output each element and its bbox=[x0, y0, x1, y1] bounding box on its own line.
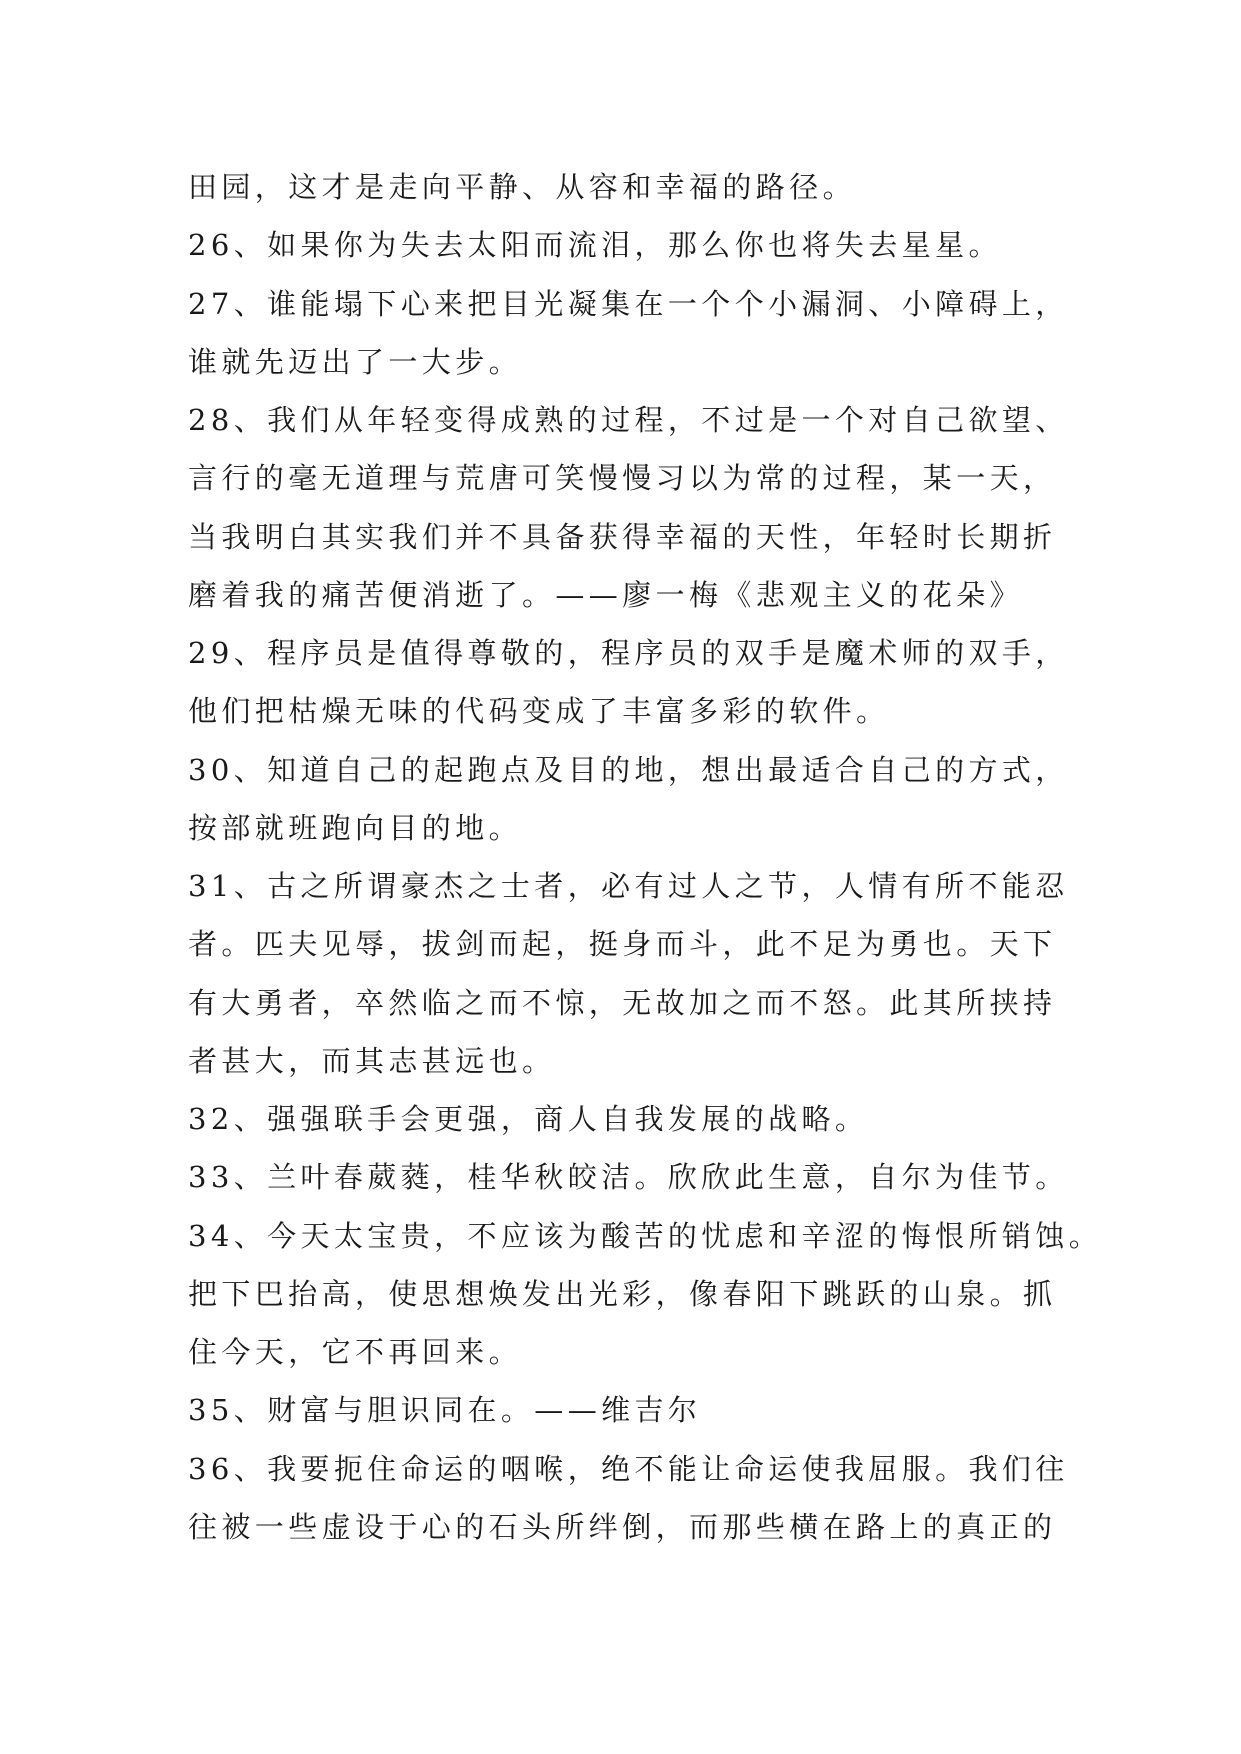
text-line: 者。匹夫见辱，拔剑而起，挺身而斗，此不足为勇也。天下 bbox=[188, 927, 1057, 962]
paragraph bbox=[188, 624, 1068, 741]
paragraph bbox=[188, 1381, 1068, 1439]
text-line: 26、如果你为失去太阳而流泪，那么你也将失去星星。 bbox=[188, 228, 1002, 263]
paragraph bbox=[188, 1440, 1068, 1557]
paragraph bbox=[188, 741, 1068, 858]
text-line: 谁就先迈出了一大步。 bbox=[188, 344, 523, 379]
paragraph bbox=[188, 1148, 1068, 1206]
text-line: 磨着我的痛苦便消逝了。——廖一梅《悲观主义的花朵》 bbox=[188, 577, 1024, 612]
text-line: 34、今天太宝贵，不应该为酸苦的忧虑和辛涩的悔恨所销蚀。 bbox=[188, 1218, 1103, 1253]
text-line: 他们把枯燥无味的代码变成了丰富多彩的软件。 bbox=[188, 694, 890, 729]
text-line: 住今天，它不再回来。 bbox=[188, 1335, 523, 1369]
text-line: 把下巴抬高，使思想焕发出光彩，像春阳下跳跃的山泉。抓 bbox=[188, 1276, 1057, 1311]
paragraph bbox=[188, 1207, 1103, 1382]
text-line: 言行的毫无道理与荒唐可笑慢慢习以为常的过程，某一天， bbox=[188, 461, 1057, 496]
paragraph bbox=[188, 1090, 1068, 1148]
text-line: 29、程序员是值得尊敬的，程序员的双手是魔术师的双手， bbox=[188, 636, 1069, 670]
paragraph bbox=[188, 391, 1068, 624]
paragraph bbox=[188, 216, 1068, 274]
text-line: 往被一些虚设于心的石头所绊倒，而那些横在路上的真正的 bbox=[188, 1509, 1057, 1544]
text-line: 有大勇者，卒然临之而不惊，无故加之而不怒。此其所挟持 bbox=[188, 985, 1057, 1020]
text-line: 30、知道自己的起跑点及目的地，想出最适合自己的方式， bbox=[188, 752, 1069, 787]
text-line: 35、财富与胆识同在。——维吉尔 bbox=[188, 1393, 702, 1428]
document-body bbox=[188, 158, 1103, 1556]
text-line: 田园，这才是走向平静、从容和幸福的路径。 bbox=[188, 170, 857, 204]
text-line: 33、兰叶春葳蕤，桂华秋皎洁。欣欣此生意，自尔为佳节。 bbox=[188, 1160, 1069, 1195]
text-line: 当我明白其实我们并不具备获得幸福的天性，年轻时长期折 bbox=[188, 519, 1057, 554]
text-line: 者甚大，而其志甚远也。 bbox=[188, 1043, 556, 1078]
paragraph bbox=[188, 857, 1068, 1090]
text-line: 31、古之所谓豪杰之士者，必有过人之节，人情有所不能忍 bbox=[188, 869, 1069, 903]
paragraph bbox=[188, 158, 1068, 216]
text-line: 28、我们从年轻变得成熟的过程，不过是一个对自己欲望、 bbox=[188, 403, 1069, 437]
text-line: 36、我要扼住命运的咽喉，绝不能让命运使我屈服。我们往 bbox=[188, 1451, 1069, 1486]
text-line: 27、谁能塌下心来把目光凝集在一个个小漏洞、小障碍上， bbox=[188, 286, 1069, 321]
text-line: 32、强强联手会更强，商人自我发展的战略。 bbox=[188, 1102, 869, 1136]
paragraph bbox=[188, 275, 1068, 392]
text-line: 按部就班跑向目的地。 bbox=[188, 810, 523, 845]
